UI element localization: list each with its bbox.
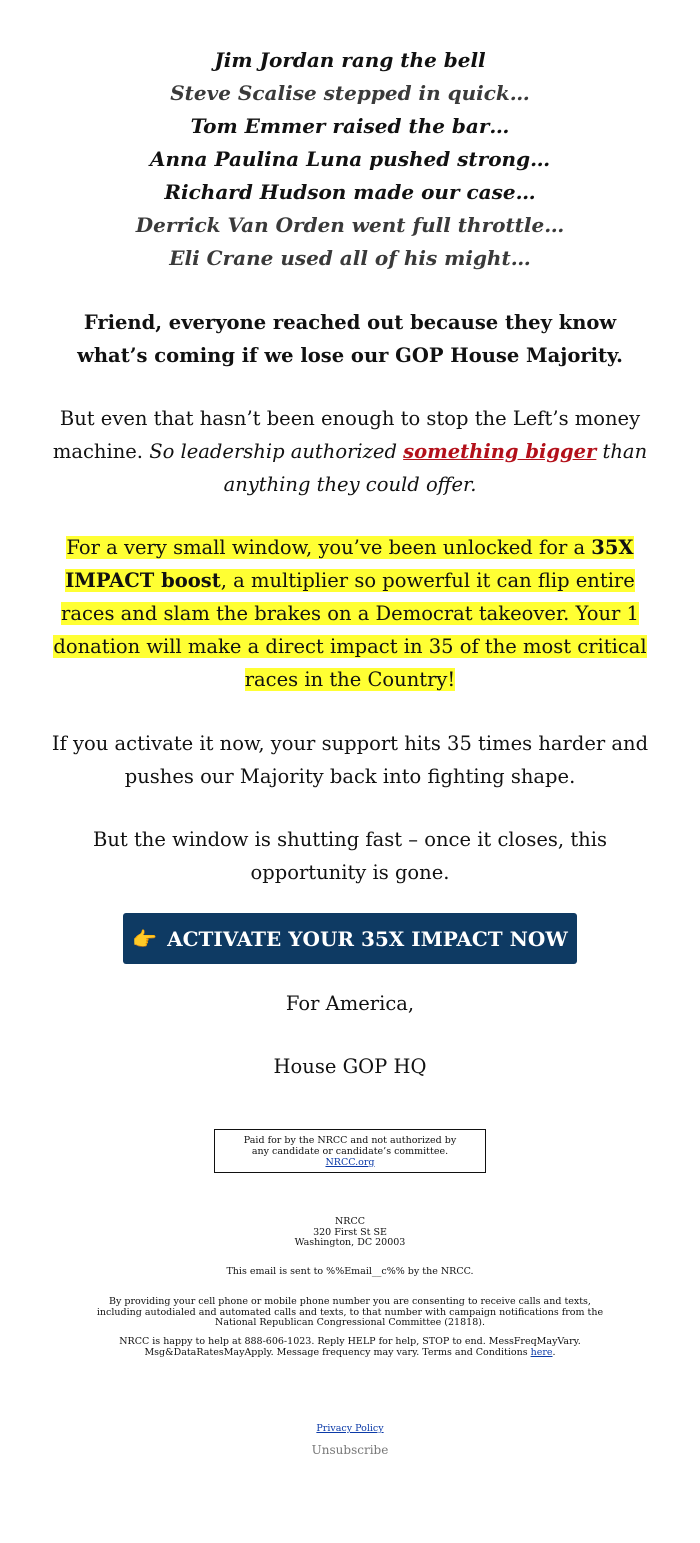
privacy-policy-link[interactable]: Privacy Policy <box>316 1423 384 1434</box>
disclaimer-text: Paid for by the NRCC and not authorized by any candidate or candidate’s committee. <box>243 1134 457 1157</box>
unsubscribe-link[interactable]: Unsubscribe <box>311 1443 389 1457</box>
sent-to-notice: This email is sent to %%Email__c%% by the NRCC. <box>226 1266 474 1277</box>
mailing-address <box>90 1217 610 1249</box>
para-italic: than anything they could offer. <box>223 440 648 496</box>
para-text: But even that hasn’t been enough to stop the Left’s money machine. <box>52 407 641 463</box>
intro-line: Derrick Van Orden went full throttle… <box>135 213 565 237</box>
pointing-hand-icon: 👉 <box>132 926 158 951</box>
address-line: Washington, DC 20003 <box>294 1237 406 1248</box>
highlighted-text <box>53 536 646 691</box>
terms-link[interactable]: here <box>530 1346 553 1358</box>
cta-label: ACTIVATE YOUR 35X IMPACT NOW <box>167 926 568 951</box>
signoff: For America, <box>285 992 415 1015</box>
nrcc-link[interactable]: NRCC.org <box>325 1156 375 1168</box>
privacy-row <box>90 1424 610 1435</box>
intro-line: Richard Hudson made our case… <box>164 180 536 204</box>
window-paragraph: But the window is shutting fast – once it closes, this opportunity is gone. <box>93 828 607 884</box>
help-end: . <box>552 1346 556 1358</box>
impact-boost-paragraph <box>50 531 650 696</box>
leadership-paragraph <box>50 402 650 501</box>
para-italic: So leadership authorized <box>149 440 404 463</box>
friend-paragraph: Friend, everyone reached out because they know what’s coming if we lose our GOP House Majority. <box>77 311 623 367</box>
address-line: NRCC <box>334 1216 365 1227</box>
intro-line: Jim Jordan rang the bell <box>214 48 486 72</box>
activate-paragraph: If you activate it now, your support hits 35 times harder and pushes our Majority back into fighting shape. <box>51 732 649 788</box>
intro-line: Steve Scalise stepped in quick… <box>170 81 530 105</box>
activate-impact-button[interactable] <box>123 913 577 964</box>
sms-consent-notice: By providing your cell phone or mobile phone number you are consenting to receive calls and texts, including autodialed and automated calls and texts, to that number with campaign notifications from the National Republican Congressional Committee (21818). <box>96 1296 604 1328</box>
help-notice <box>90 1337 610 1358</box>
para-text: , a multiplier so powerful it can flip entire races and slam the brakes on a Democrat takeover. Your 1 donation will make a direct impact in 35 of the most critical races in the Country! <box>53 569 647 691</box>
intro-line: Anna Paulina Luna pushed strong… <box>149 147 551 171</box>
help-text: NRCC is happy to help at 888-606-1023. Reply HELP for help, STOP to end. MessFreqMayVary. Msg&DataRatesMayApply. Message frequency may vary. Terms and Conditions <box>119 1336 581 1358</box>
intro-line: Tom Emmer raised the bar… <box>190 114 510 138</box>
para-bold: 35X IMPACT boost <box>65 536 634 592</box>
para-text: For a very small window, you’ve been unlocked for a <box>66 536 592 559</box>
intro-line: Eli Crane used all of his might… <box>169 246 531 270</box>
paid-for-disclaimer <box>214 1129 486 1173</box>
something-bigger-link[interactable]: something bigger <box>403 440 597 463</box>
address-line: 320 First St SE <box>313 1226 387 1238</box>
intro-lines <box>0 44 700 275</box>
signature: House GOP HQ <box>273 1055 427 1078</box>
